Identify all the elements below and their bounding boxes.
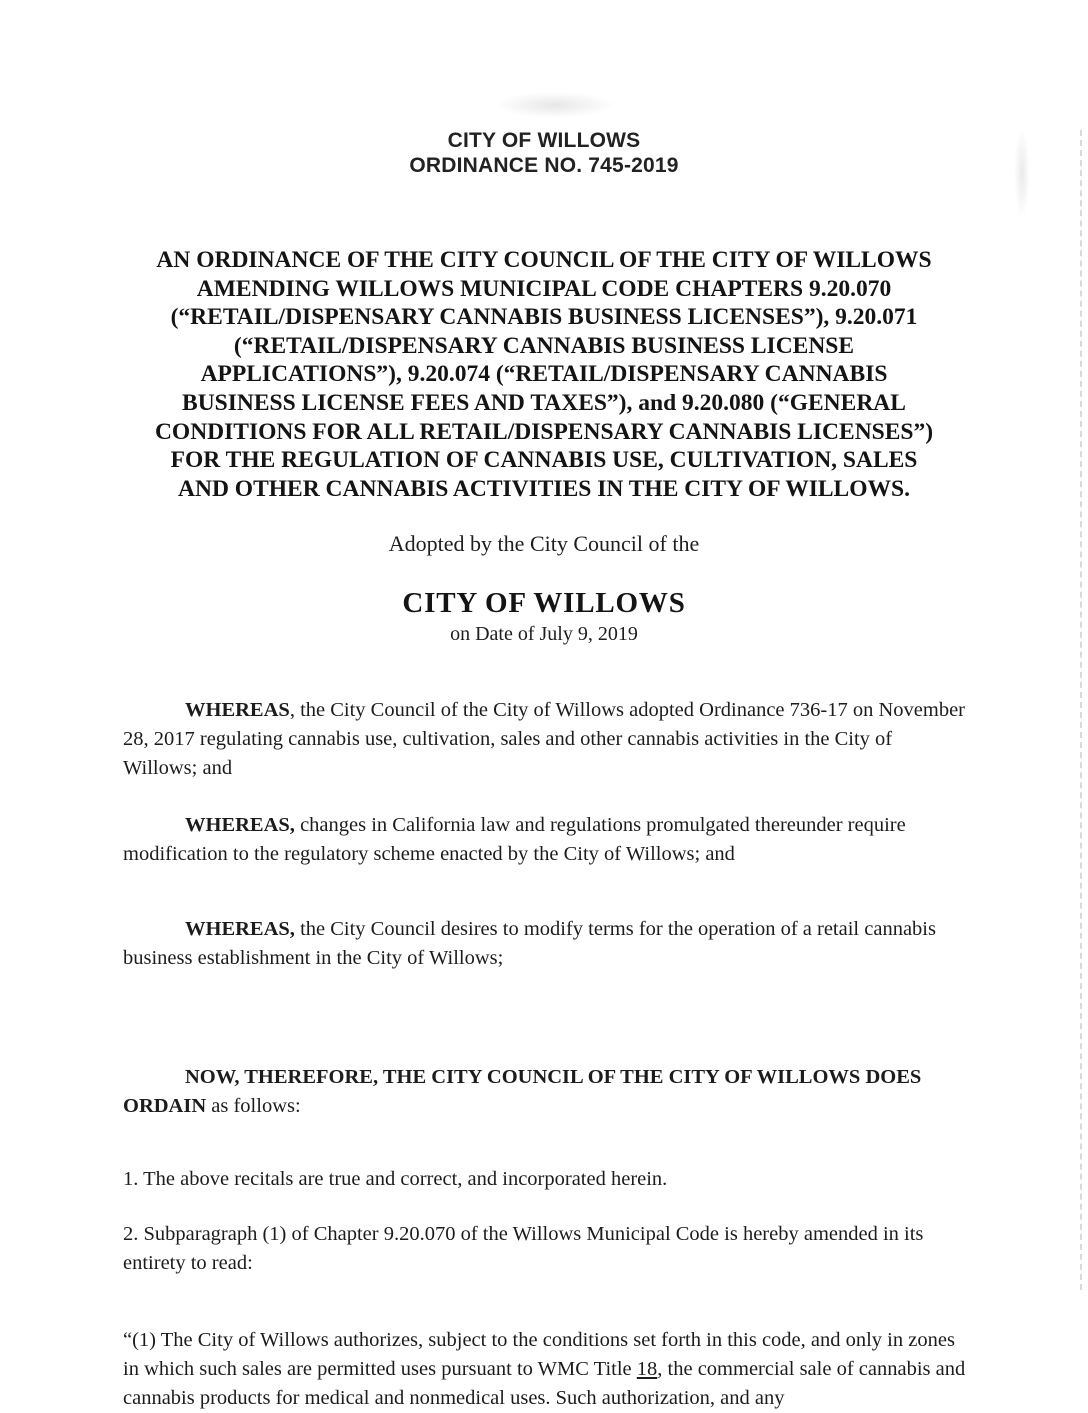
- adopted-by-line: Adopted by the City Council of the: [388, 531, 700, 557]
- title-line: (“RETAIL/DISPENSARY CANNABIS BUSINESS LICENSES”), 9.20.071: [170, 304, 918, 331]
- adoption-date-line: on Date of July 9, 2019: [450, 623, 638, 646]
- whereas-lead: WHEREAS: [185, 699, 290, 722]
- title-line: FOR THE REGULATION OF CANNABIS USE, CULTIVATION, SALES: [170, 447, 918, 474]
- title-line: AN ORDINANCE OF THE CITY COUNCIL OF THE CITY OF WILLOWS: [156, 247, 932, 273]
- quoted-text-after: , the commercial sale of cannabis and cannabis products for medical and nonmedical uses. Such authorization, and any: [123, 1358, 966, 1410]
- header-city: CITY OF WILLOWS: [447, 129, 641, 152]
- header-ordinance-number: ORDINANCE NO. 745-2019: [409, 154, 679, 177]
- whereas-paragraph-2: [123, 811, 966, 869]
- numbered-item-2: 2. Subparagraph (1) of Chapter 9.20.070 of the Willows Municipal Code is hereby amended in its entirety to read:: [123, 1223, 924, 1275]
- ordinance-body: [123, 696, 966, 1413]
- whereas-paragraph-3: [123, 915, 966, 973]
- whereas-text: changes in California law and regulations promulgated thereunder require modification to the regulatory scheme enacted by the City of Willows; and: [123, 814, 906, 866]
- quoted-text-before: “(1) The City of Willows authorizes, subject to the conditions set forth in this code, and only in zones in which such sales are permitted uses pursuant to WMC Title: [123, 1329, 955, 1381]
- whereas-lead: WHEREAS,: [185, 918, 295, 941]
- whereas-text: the City Council desires to modify terms for the operation of a retail cannabis business establishment in the City of Willows;: [123, 918, 936, 970]
- numbered-item-1: 1. The above recitals are true and correct, and incorporated herein.: [123, 1168, 668, 1191]
- whereas-text: , the City Council of the City of Willows adopted Ordinance 736-17 on November 28, 2017 regulating cannabis use, cultivation, sales and other cannabis activities in the City of Willows; and: [123, 699, 965, 780]
- quoted-code-paragraph: [123, 1326, 966, 1413]
- city-name-heading: CITY OF WILLOWS: [402, 587, 686, 620]
- scan-edge-artifact: [1080, 130, 1082, 1290]
- title-line: (“RETAIL/DISPENSARY CANNABIS BUSINESS LICENSE: [233, 332, 855, 359]
- title-line: CONDITIONS FOR ALL RETAIL/DISPENSARY CANNABIS LICENSES”): [154, 418, 934, 445]
- ordain-paragraph: [123, 1063, 966, 1121]
- underlined-title-number: 18: [636, 1358, 658, 1381]
- scan-smudge-artifact: [1014, 128, 1030, 218]
- scan-smudge-artifact: [495, 92, 615, 118]
- document-header: [0, 0, 1088, 178]
- title-line: AND OTHER CANNABIS ACTIVITIES IN THE CITY OF WILLOWS.: [178, 475, 910, 502]
- title-line: BUSINESS LICENSE FEES AND TAXES”), and 9.20.080 (“GENERAL: [182, 389, 906, 416]
- title-line: AMENDING WILLOWS MUNICIPAL CODE CHAPTERS 9.20.070: [196, 275, 892, 302]
- whereas-paragraph-1: [123, 696, 966, 783]
- ordain-text: as follows:: [206, 1095, 301, 1118]
- ordinance-title: [0, 246, 1088, 503]
- title-line: APPLICATIONS”), 9.20.074 (“RETAIL/DISPENSARY CANNABIS: [200, 361, 888, 388]
- whereas-lead: WHEREAS,: [185, 814, 295, 837]
- ordain-lead: NOW, THEREFORE, THE CITY COUNCIL OF THE CITY OF WILLOWS DOES ORDAIN: [123, 1066, 922, 1118]
